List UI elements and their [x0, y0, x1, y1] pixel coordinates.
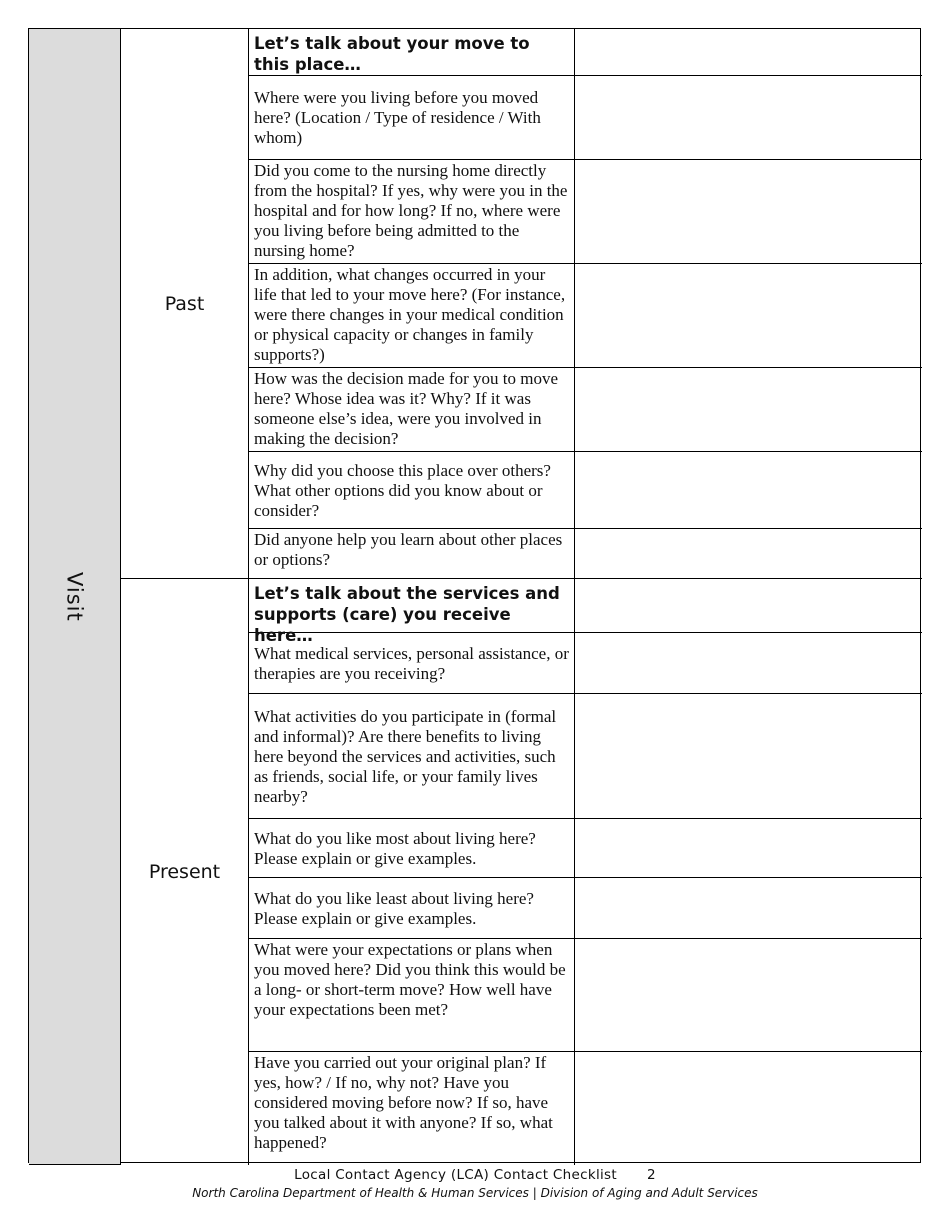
question-cell: How was the decision made for you to move here? Whose idea was it? Why? If it was someone else’s idea, were you involved in making the decision? — [249, 368, 575, 452]
visit-side-label — [29, 29, 121, 1165]
footer-title: Local Contact Agency (LCA) Contact Checklist — [294, 1167, 617, 1183]
answer-cell[interactable] — [575, 819, 922, 878]
answer-cell[interactable] — [575, 529, 922, 579]
answer-cell[interactable] — [575, 633, 922, 694]
section-label-present: Present — [121, 579, 249, 1165]
section-label-past: Past — [121, 29, 249, 579]
footer-organization: North Carolina Department of Health & Human Services | Division of Aging and Adult Services — [192, 1186, 758, 1200]
question-cell: Why did you choose this place over others? What other options did you know about or consider? — [249, 452, 575, 529]
answer-cell[interactable] — [575, 264, 922, 368]
question-cell: What do you like most about living here? Please explain or give examples. — [249, 819, 575, 878]
question-cell: What were your expectations or plans when you moved here? Did you think this would be a long- or short-term move? How well have your expectations been met? — [249, 939, 575, 1052]
answer-cell[interactable] — [575, 160, 922, 264]
question-cell: What activities do you participate in (formal and informal)? Are there benefits to living here beyond the services and activities, such as friends, social life, or your family lives nearby? — [249, 694, 575, 819]
answer-cell[interactable] — [575, 694, 922, 819]
answer-cell[interactable] — [575, 29, 922, 76]
answer-cell[interactable] — [575, 452, 922, 529]
question-cell: Did you come to the nursing home directly from the hospital? If yes, why were you in the hospital and for how long? If no, where were you living before being admitted to the nursing home? — [249, 160, 575, 264]
question-cell: Where were you living before you moved here? (Location / Type of residence / With whom) — [249, 76, 575, 160]
answer-cell[interactable] — [575, 76, 922, 160]
answer-cell[interactable] — [575, 579, 922, 633]
question-heading-past: Let’s talk about your move to this place… — [249, 29, 575, 76]
answer-cell[interactable] — [575, 368, 922, 452]
answer-cell[interactable] — [575, 1052, 922, 1165]
question-cell: What do you like least about living here? Please explain or give examples. — [249, 878, 575, 939]
page-number: 2 — [646, 1167, 656, 1183]
visit-label-text: Visit — [62, 571, 87, 622]
question-cell: Did anyone help you learn about other places or options? — [249, 529, 575, 579]
answer-cell[interactable] — [575, 878, 922, 939]
question-cell: What medical services, personal assistance, or therapies are you receiving? — [249, 633, 575, 694]
question-heading-present: Let’s talk about the services and supports (care) you receive here… — [249, 579, 575, 633]
question-cell: In addition, what changes occurred in your life that led to your move here? (For instance, were there changes in your medical condition or physical capacity or changes in family supports?) — [249, 264, 575, 368]
checklist-table — [28, 28, 921, 1163]
answer-cell[interactable] — [575, 939, 922, 1052]
question-cell: Have you carried out your original plan? If yes, how? / If no, why not? Have you considered moving before now? If so, have you talked about it with anyone? If so, what happened? — [249, 1052, 575, 1165]
footer-title-line — [0, 1167, 950, 1183]
